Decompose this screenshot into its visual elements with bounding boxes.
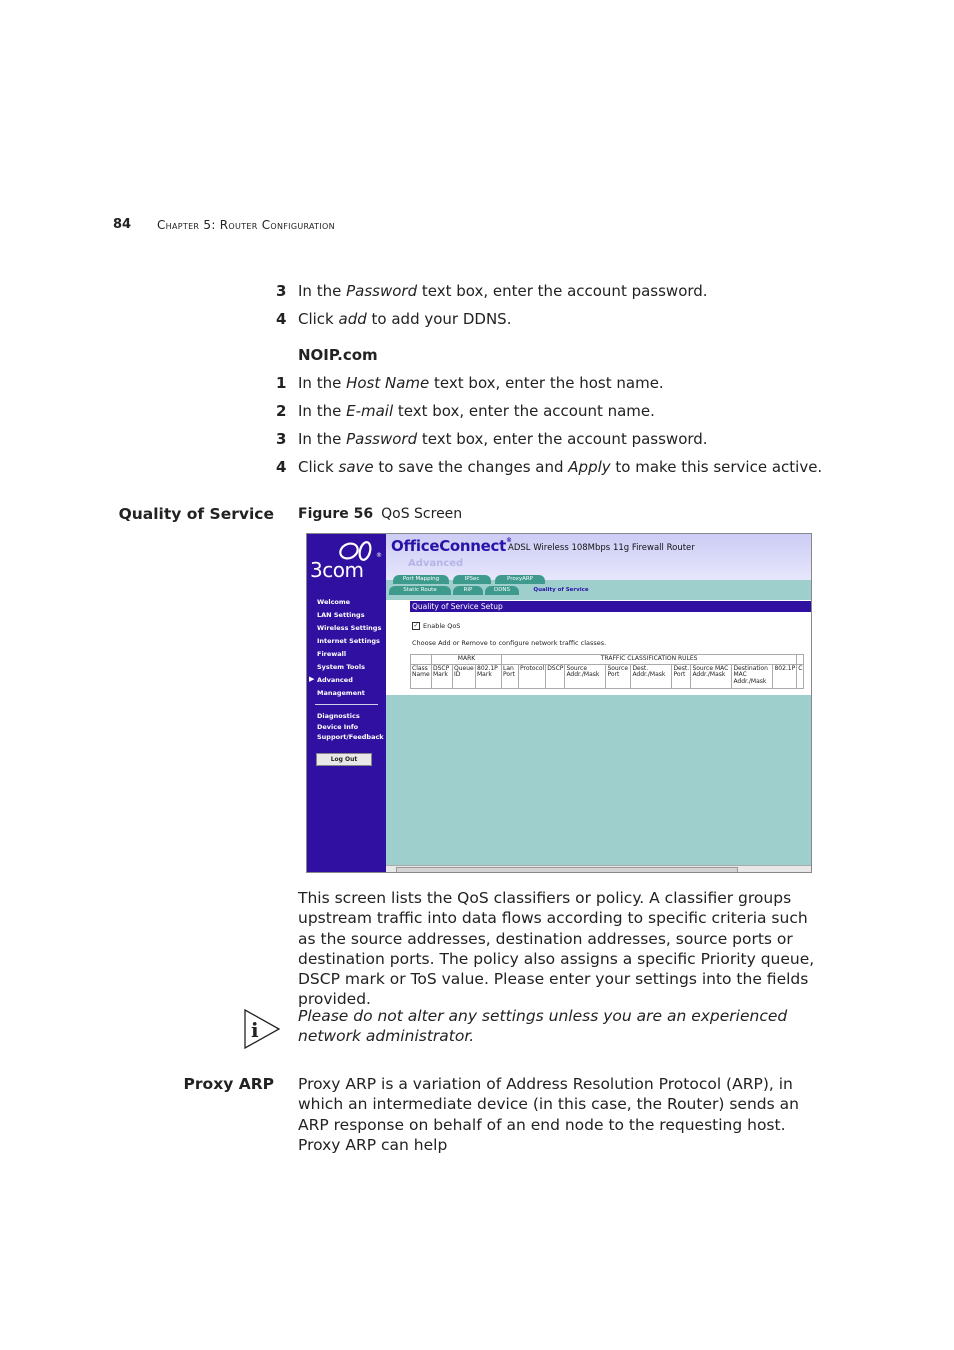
nav-wireless-settings[interactable]: Wireless Settings xyxy=(317,624,382,632)
sidebar xyxy=(307,534,386,872)
section-label: Advanced xyxy=(408,558,464,569)
table-group-rules: TRAFFIC CLASSIFICATION RULES xyxy=(502,655,797,665)
section-heading-proxy-arp: Proxy ARP xyxy=(183,1075,274,1093)
qos-body-text: This screen lists the QoS classifiers or policy. A classifier groups upstream traffic into data flows according to specific criteria such as the source addresses, destination addresses, source ports or destination ports. The policy also assigns a specific Priority queue, DSCP mark or ToS value. Please enter your settings into the fields provided. xyxy=(298,889,815,1009)
col-class-name: Class Name xyxy=(411,664,432,688)
page-number: 84 xyxy=(113,217,132,232)
proxy-arp-body-text: Proxy ARP is a variation of Address Resolution Protocol (ARP), in which an intermediate device (in this case, the Router) sends an ARP response on behalf of an end node to the requesting host. Proxy ARP can help xyxy=(298,1075,799,1154)
tab-quality-of-service[interactable]: Quality of Service xyxy=(521,586,601,595)
step-item: 3 In the Password text box, enter the account password. xyxy=(276,430,708,448)
nav-advanced[interactable]: Advanced xyxy=(317,676,353,684)
step-item: 4 Click add to add your DDNS. xyxy=(276,310,512,328)
instructions-text: Choose Add or Remove to configure network traffic classes. xyxy=(412,639,607,647)
step-item: 1 In the Host Name text box, enter the host name. xyxy=(276,374,664,392)
panel-title: Quality of Service Setup xyxy=(410,601,812,612)
qos-screenshot xyxy=(306,533,812,873)
step-item: 3 In the Password text box, enter the account password. xyxy=(276,282,708,300)
tab-static-route[interactable]: Static Route xyxy=(389,586,451,595)
logo-registered: ® xyxy=(376,552,382,559)
col-lan-port: Lan Port xyxy=(502,664,519,688)
col-protocol: Protocol xyxy=(519,664,546,688)
table-header-cell xyxy=(411,655,432,665)
col-dest-addr: Dest. Addr./Mask xyxy=(631,664,672,688)
brand-title: OfficeConnect® xyxy=(391,537,512,555)
col-queue-id: Queue ID xyxy=(453,664,476,688)
tab-ddns[interactable]: DDNS xyxy=(485,586,519,595)
table-group-mark: MARK xyxy=(432,655,502,665)
scrollbar-thumb[interactable] xyxy=(396,867,738,873)
tab-ipsec[interactable]: IPSec xyxy=(453,575,491,584)
qos-rules-table xyxy=(410,654,804,689)
step-item: 4 Click save to save the changes and Apply to make this service active. xyxy=(276,458,823,476)
col-source-addr: Source Addr./Mask xyxy=(565,664,606,688)
qos-setup-area xyxy=(386,600,811,695)
col-source-port: Source Port xyxy=(606,664,631,688)
table-header-cell xyxy=(797,655,804,665)
nav-management[interactable]: Management xyxy=(317,689,365,697)
enable-qos-checkbox[interactable]: ✓ xyxy=(413,622,419,629)
noip-heading: NOIP.com xyxy=(298,346,378,364)
step-item: 2 In the E-mail text box, enter the account name. xyxy=(276,402,655,420)
enable-qos-label: Enable QoS xyxy=(423,622,461,630)
info-note-icon xyxy=(243,1008,281,1050)
logout-button[interactable]: Log Out xyxy=(316,753,372,766)
nav-internet-settings[interactable]: Internet Settings xyxy=(317,637,380,645)
content-panel xyxy=(386,595,811,865)
col-dest-port: Dest. Port xyxy=(672,664,691,688)
nav-system-tools[interactable]: System Tools xyxy=(317,663,365,671)
col-dscp-mark: DSCP Mark xyxy=(432,664,453,688)
app-header xyxy=(386,534,811,580)
nav-device-info[interactable]: Device Info xyxy=(317,723,359,731)
tab-rip[interactable]: RIP xyxy=(453,586,483,595)
nav-divider xyxy=(315,704,378,705)
horizontal-scrollbar[interactable] xyxy=(386,865,811,873)
col-8021p-mark: 802.1P Mark xyxy=(476,664,502,688)
figure-caption: Figure 56 QoS Screen xyxy=(298,506,463,522)
nav-welcome[interactable]: Welcome xyxy=(317,598,351,606)
enable-qos-row xyxy=(412,622,460,630)
nav-firewall[interactable]: Firewall xyxy=(317,650,347,658)
col-8021p: 802.1P xyxy=(773,664,797,688)
nav-lan-settings[interactable]: LAN Settings xyxy=(317,611,365,619)
col-c: C xyxy=(797,664,804,688)
col-source-mac: Source MAC Addr./Mask xyxy=(691,664,732,688)
col-destination-mac: Destination MAC Addr./Mask xyxy=(732,664,773,688)
chapter-title: Chapter 5: Router Configuration xyxy=(157,218,335,232)
nav-active-arrow-icon: ▶ xyxy=(309,675,315,683)
col-dscp: DSCP xyxy=(546,664,565,688)
product-name: ADSL Wireless 108Mbps 11g Firewall Router xyxy=(508,543,695,553)
note-text: Please do not alter any settings unless you are an experienced network administrator. xyxy=(298,1007,788,1046)
tab-proxyarp[interactable]: ProxyARP xyxy=(495,575,545,584)
section-heading-qos: Quality of Service xyxy=(118,505,274,523)
3com-logo: 3com xyxy=(310,558,364,582)
svg-text:i: i xyxy=(251,1018,259,1042)
nav-support-feedback[interactable]: Support/Feedback xyxy=(317,733,384,741)
tab-port-mapping[interactable]: Port Mapping xyxy=(393,575,449,584)
nav-diagnostics[interactable]: Diagnostics xyxy=(317,712,360,720)
